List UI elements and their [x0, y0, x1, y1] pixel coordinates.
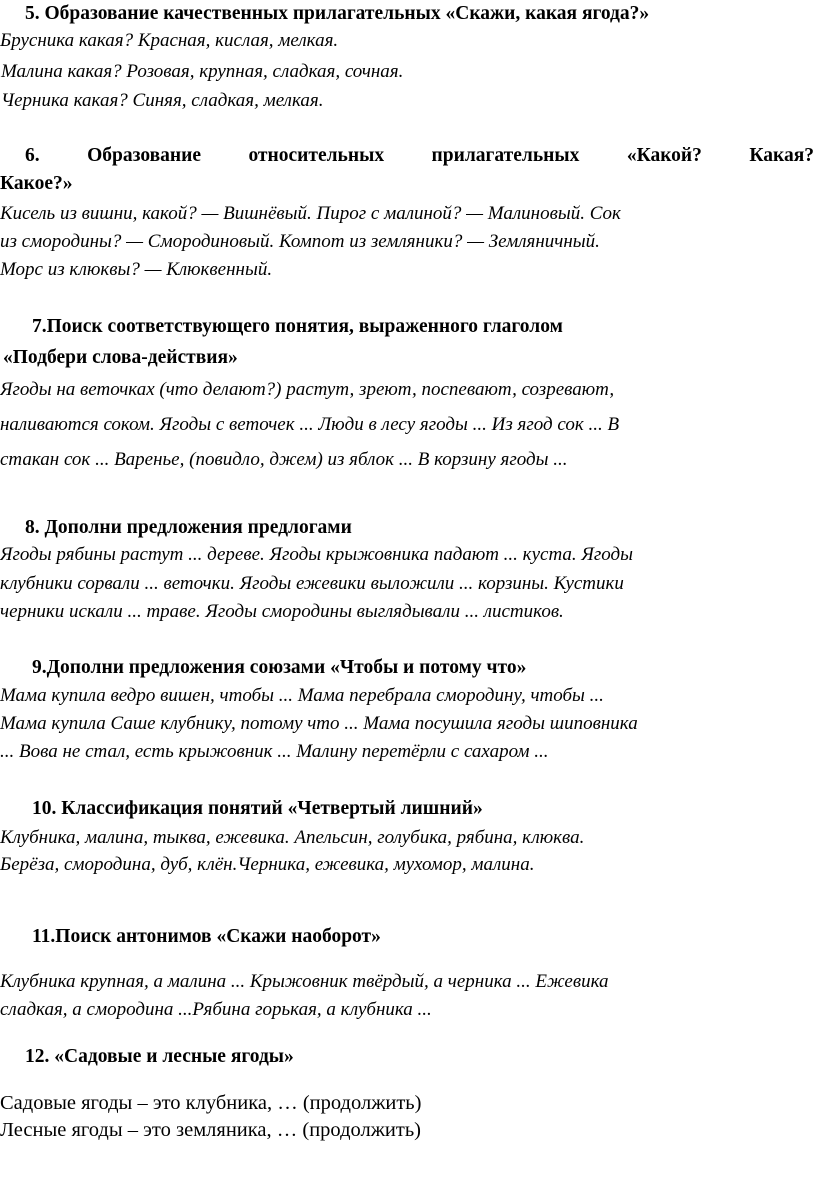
section-12-line-2: Лесные ягоды – это земляника, … (продолжить) [0, 1119, 422, 1141]
section-8-heading: 8. Дополни предложения предлогами [25, 517, 352, 538]
section-6-line-3: Морс из клюквы? — Клюквенный. [0, 259, 273, 280]
section-12-heading: 12. «Садовые и лесные ягоды» [25, 1046, 294, 1067]
section-9-line-2: Мама купила Саше клубнику, потому что ... Мама посушила ягоды шиповника [0, 713, 638, 734]
section-6-heading-word: Образование [87, 145, 201, 166]
section-8-line-2: клубники сорвали ... веточки. Ягоды ежевики выложили ... корзины. Кустики [0, 573, 624, 594]
section-5-line-3: Черника какая? Синяя, сладкая, мелкая. [1, 90, 324, 111]
section-6-heading-word: относительных [248, 145, 385, 166]
section-7-heading: 7.Поиск соответствующего понятия, выраженного глаголом [32, 316, 563, 337]
section-12-line-1: Садовые ягоды – это клубника, … (продолжить) [0, 1092, 422, 1114]
section-6-heading-word: 6. [25, 145, 40, 166]
section-8-line-1: Ягоды рябины растут ... дереве. Ягоды крыжовника падают ... куста. Ягоды [0, 544, 634, 565]
section-5-heading: 5. Образование качественных прилагательных «Скажи, какая ягода?» [25, 3, 650, 24]
section-7-line-3: стакан сок ... Варенье, (повидло, джем) из яблок ... В корзину ягоды ... [0, 449, 568, 470]
section-6-line-1: Кисель из вишни, какой? — Вишнёвый. Пирог с малиной? — Малиновый. Сок [0, 203, 621, 224]
section-10-line-2: Берёза, смородина, дуб, клён.Черника, ежевика, мухомор, малина. [0, 854, 535, 875]
section-11-line-2: сладкая, а смородина ...Рябина горькая, а клубника ... [0, 999, 432, 1020]
section-5-line-2: Малина какая? Розовая, крупная, сладкая, сочная. [1, 61, 404, 82]
section-11-line-1: Клубника крупная, а малина ... Крыжовник твёрдый, а черника ... Ежевика [0, 971, 609, 992]
section-7-subheading: «Подбери слова-действия» [3, 347, 238, 368]
section-6-heading-word: прилагательных [431, 145, 580, 166]
section-5-line-1: Брусника какая? Красная, кислая, мелкая. [0, 30, 339, 51]
section-6-heading-line-2: Какое?» [0, 173, 73, 194]
section-10-heading: 10. Классификация понятий «Четвертый лишний» [32, 798, 483, 819]
section-11-heading: 11.Поиск антонимов «Скажи наоборот» [32, 926, 381, 947]
section-6-heading-word: Какая? [749, 145, 814, 166]
section-7-line-1: Ягоды на веточках (что делают?) растут, зреют, поспевают, созревают, [0, 379, 615, 400]
section-10-line-1: Клубника, малина, тыква, ежевика. Апельсин, голубика, рябина, клюква. [0, 827, 585, 848]
section-8-line-3: черники искали ... траве. Ягоды смородины выглядывали ... листиков. [0, 601, 564, 622]
section-6-heading [25, 144, 814, 168]
section-9-heading: 9.Дополни предложения союзами «Чтобы и потому что» [32, 657, 527, 678]
section-9-line-1: Мама купила ведро вишен, чтобы ... Мама перебрала смородину, чтобы ... [0, 685, 604, 706]
section-9-line-3: ... Вова не стал, есть крыжовник ... Малину перетёрли с сахаром ... [0, 741, 549, 762]
section-7-line-2: наливаются соком. Ягоды с веточек ... Люди в лесу ягоды ... Из ягод сок ... В [0, 414, 620, 435]
section-6-heading-word: «Какой? [626, 145, 702, 166]
section-6-line-2: из смородины? — Смородиновый. Компот из земляники? — Земляничный. [0, 231, 600, 252]
